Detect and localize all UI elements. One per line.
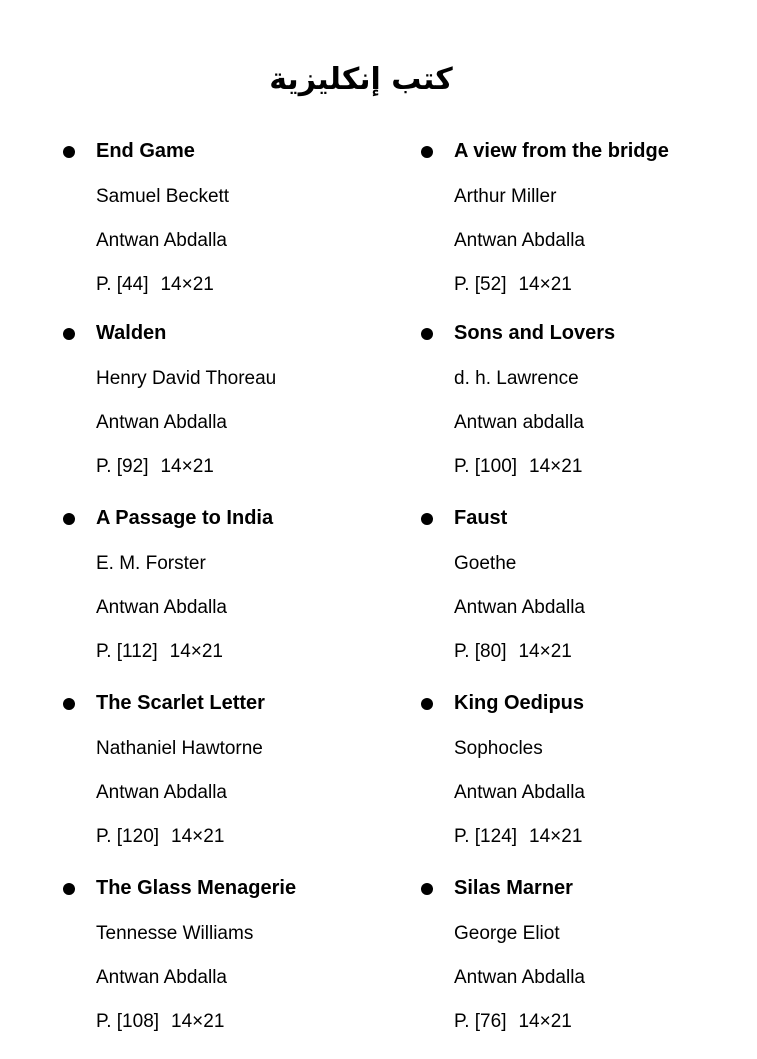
book-info: [96, 456, 214, 478]
book-entry: [62, 694, 402, 874]
book-author: Samuel Beckett: [96, 186, 230, 207]
book-info: [454, 274, 572, 296]
book-entry: [420, 509, 757, 689]
book-pages: P. [92]: [96, 456, 149, 477]
book-pages: P. [52]: [454, 274, 507, 295]
book-info: [96, 274, 214, 296]
book-size: 14×21: [160, 456, 214, 477]
page-title: كتب إنكليزية: [269, 62, 453, 97]
book-translator: Antwan Abdalla: [96, 782, 227, 803]
book-author: Nathaniel Hawtorne: [96, 738, 263, 759]
book-size: 14×21: [160, 274, 214, 295]
book-translator: Antwan Abdalla: [454, 230, 585, 251]
book-info: [96, 826, 224, 848]
book-info: [454, 826, 582, 848]
book-translator: Antwan Abdalla: [454, 597, 585, 618]
book-pages: P. [100]: [454, 456, 518, 477]
book-size: 14×21: [529, 826, 583, 847]
book-info: [454, 1011, 572, 1033]
book-pages: P. [120]: [96, 826, 160, 847]
book-entry: [420, 694, 757, 874]
book-translator: Antwan abdalla: [454, 412, 584, 433]
bullet-icon: [421, 883, 433, 895]
bullet-icon: [63, 883, 75, 895]
bullet-icon: [421, 146, 433, 158]
book-size: 14×21: [529, 456, 583, 477]
book-author: Tennesse Williams: [96, 923, 254, 944]
book-size: 14×21: [518, 274, 572, 295]
book-author: Arthur Miller: [454, 186, 557, 207]
book-title: A Passage to India: [96, 507, 274, 529]
book-translator: Antwan Abdalla: [96, 597, 227, 618]
book-entry: [420, 879, 757, 1059]
book-title: The Scarlet Letter: [96, 692, 265, 714]
book-title: Walden: [96, 322, 167, 344]
bullet-icon: [421, 513, 433, 525]
book-size: 14×21: [171, 826, 225, 847]
book-entry: [62, 142, 402, 322]
book-author: George Eliot: [454, 923, 560, 944]
book-title: Sons and Lovers: [454, 322, 616, 344]
book-translator: Antwan Abdalla: [454, 967, 585, 988]
book-title: Faust: [454, 507, 508, 529]
book-entry: [420, 324, 757, 504]
book-translator: Antwan Abdalla: [454, 782, 585, 803]
book-pages: P. [108]: [96, 1011, 160, 1032]
book-entry: [62, 324, 402, 504]
bullet-icon: [63, 146, 75, 158]
book-author: Sophocles: [454, 738, 543, 759]
book-pages: P. [76]: [454, 1011, 507, 1032]
book-pages: P. [44]: [96, 274, 149, 295]
book-author: E. M. Forster: [96, 553, 206, 574]
book-pages: P. [80]: [454, 641, 507, 662]
book-title: King Oedipus: [454, 692, 584, 714]
book-translator: Antwan Abdalla: [96, 967, 227, 988]
book-title: End Game: [96, 140, 195, 162]
book-entry: [420, 142, 757, 322]
book-author: Henry David Thoreau: [96, 368, 277, 389]
bullet-icon: [421, 328, 433, 340]
book-entry: [62, 879, 402, 1059]
book-title: The Glass Menagerie: [96, 877, 297, 899]
book-translator: Antwan Abdalla: [96, 230, 227, 251]
book-author: Goethe: [454, 553, 517, 574]
book-title: Silas Marner: [454, 877, 573, 899]
bullet-icon: [63, 698, 75, 710]
book-translator: Antwan Abdalla: [96, 412, 227, 433]
book-size: 14×21: [171, 1011, 225, 1032]
bullet-icon: [63, 513, 75, 525]
book-title: A view from the bridge: [454, 140, 669, 162]
book-entry: [62, 509, 402, 689]
book-size: 14×21: [169, 641, 224, 662]
bullet-icon: [63, 328, 75, 340]
book-info: [96, 1011, 224, 1033]
bullet-icon: [421, 698, 433, 710]
book-size: 14×21: [518, 641, 572, 662]
book-info: [96, 641, 223, 663]
book-size: 14×21: [518, 1011, 572, 1032]
book-author: d. h. Lawrence: [454, 368, 579, 389]
book-info: [454, 641, 572, 663]
book-info: [454, 456, 582, 478]
book-pages: P. [124]: [454, 826, 518, 847]
book-pages: P. [112]: [96, 641, 158, 662]
